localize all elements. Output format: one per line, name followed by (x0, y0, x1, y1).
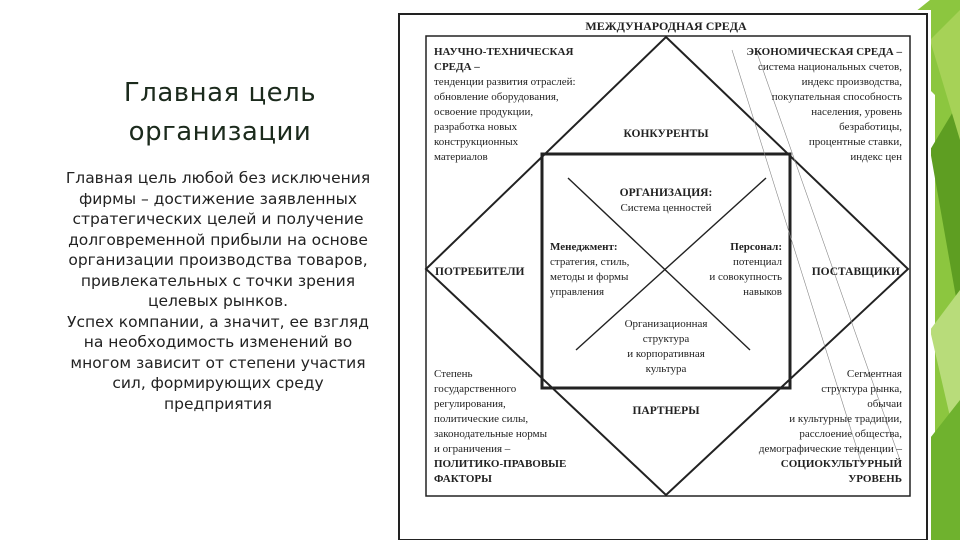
political-line: ПОЛИТИКО-ПРАВОВЫЕ (434, 458, 567, 470)
political-line: государственного (434, 383, 517, 395)
political-line: ФАКТОРЫ (434, 473, 492, 485)
economic-line: населения, уровень (811, 106, 902, 118)
body-line: сил, формирующих среду (112, 374, 324, 392)
sci-tech-line: освоение продукции, (434, 106, 534, 118)
personnel-line: Персонал: (730, 241, 782, 253)
org-structure-line: Организационная (624, 318, 708, 330)
body-line: на необходимость изменений во (83, 333, 353, 351)
body-line: Успех компании, а значит, ее взгляд (67, 312, 369, 331)
political-line: и ограничения – (434, 443, 511, 455)
body-line: стратегических целей и получение (72, 210, 364, 228)
sci-tech-line: СРЕДА – (434, 61, 480, 73)
personnel-line: и совокупность (709, 271, 782, 283)
sci-tech-line: конструкционных (434, 136, 519, 148)
management-line: Менеджмент: (550, 241, 618, 253)
management-line: методы и формы (550, 271, 629, 283)
org-structure-line: культура (645, 363, 687, 375)
suppliers-label: ПОСТАВЩИКИ (811, 266, 900, 278)
org-values: Система ценностей (620, 202, 712, 214)
competitors-label: КОНКУРЕНТЫ (623, 128, 709, 140)
body-line: привлекательных с точки зрения (80, 271, 356, 290)
sociocultural-line: УРОВЕНЬ (848, 473, 902, 485)
outer-title: МЕЖДУНАРОДНАЯ СРЕДА (585, 19, 747, 33)
title-line-2: организации (128, 117, 312, 147)
management-line: стратегия, стиль, (550, 256, 630, 268)
body-line: фирмы – достижение заявленных (78, 189, 358, 208)
economic-line: процентные ставки, (808, 136, 902, 148)
org-title: ОРГАНИЗАЦИЯ: (619, 187, 713, 199)
political-line: законодательные нормы (434, 428, 547, 440)
sociocultural-line: и культурные традиции, (789, 413, 902, 425)
sci-tech-line: тенденции развития отраслей: (434, 76, 576, 88)
political-line: Степень (434, 368, 473, 380)
economic-line: система национальных счетов, (758, 61, 902, 73)
sci-tech-line: материалов (434, 151, 488, 163)
economic-line: индекс цен (850, 151, 902, 163)
sociocultural-line: структура рынка, (821, 383, 902, 395)
body-line: многом зависит от степени участия (70, 353, 366, 372)
sci-tech-line: обновление оборудования, (434, 91, 559, 103)
body-line: целевых рынков. (147, 292, 289, 310)
sociocultural-line: обычаи (867, 398, 902, 410)
partners-label: ПАРТНЕРЫ (632, 405, 700, 417)
economic-line: безработицы, (839, 121, 902, 133)
body-line: предприятия (163, 394, 273, 413)
consumers-label: ПОТРЕБИТЕЛИ (435, 266, 525, 278)
sociocultural-line: демографические тенденции – (758, 443, 902, 455)
management-line: управления (550, 286, 605, 298)
body-line: долговременной прибыли на основе (68, 230, 368, 249)
body-line: организации производства товаров, (68, 251, 368, 269)
sociocultural-line: Сегментная (846, 368, 902, 380)
org-structure-line: структура (642, 333, 690, 345)
economic-line: ЭКОНОМИЧЕСКАЯ СРЕДА – (746, 46, 902, 58)
personnel-line: потенциал (732, 256, 782, 268)
title-line-1: Главная цель (123, 78, 317, 108)
political-line: политические силы, (434, 413, 529, 425)
body-line: Главная цель любой без исключения (65, 169, 371, 187)
sci-tech-line: НАУЧНО-ТЕХНИЧЕСКАЯ (434, 46, 574, 58)
personnel-line: навыков (743, 286, 782, 298)
sociocultural-line: СОЦИОКУЛЬТУРНЫЙ (780, 458, 902, 470)
political-line: регулирования, (434, 398, 506, 410)
economic-line: покупательная способность (771, 91, 902, 103)
sociocultural-line: расслоение общества, (799, 428, 902, 440)
economic-line: индекс производства, (801, 76, 902, 88)
org-structure-line: и корпоративная (627, 348, 705, 360)
sci-tech-line: разработка новых (434, 121, 518, 133)
